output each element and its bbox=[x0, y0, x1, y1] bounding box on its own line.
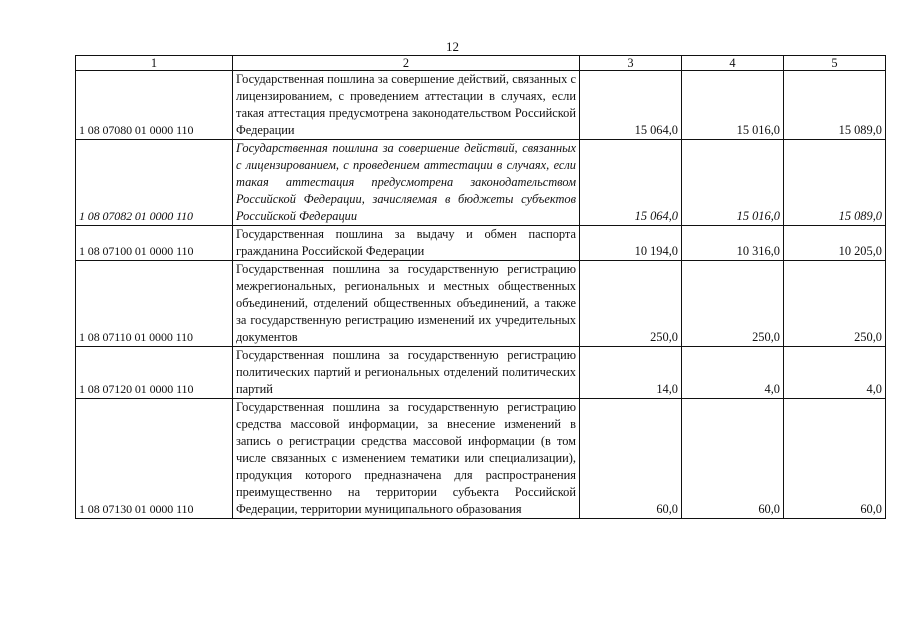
table-row bbox=[76, 399, 886, 519]
column-header-2: 2 bbox=[233, 56, 580, 71]
value-col3-cell: 60,0 bbox=[580, 399, 682, 519]
value-col3-cell: 10 194,0 bbox=[580, 226, 682, 261]
value-col3-cell: 15 064,0 bbox=[580, 140, 682, 226]
value-col3-cell: 15 064,0 bbox=[580, 71, 682, 140]
value-col4-cell: 4,0 bbox=[682, 347, 784, 399]
value-col4-cell: 60,0 bbox=[682, 399, 784, 519]
description-cell: Государственная пошлина за государственную регистрацию средства массовой информации, за внесение изменений в запись о регистрации средства массовой информации (в том числе связанных с изменением тематики или специализации), продукция которого предназначена для распространения преимущественно на территории субъекта Российской Федерации, территории муниципального образования bbox=[233, 399, 580, 519]
column-header-3: 3 bbox=[580, 56, 682, 71]
value-col5-cell: 15 089,0 bbox=[784, 71, 886, 140]
value-col5-cell: 250,0 bbox=[784, 261, 886, 347]
value-col5-cell: 60,0 bbox=[784, 399, 886, 519]
description-cell: Государственная пошлина за совершение действий, связанных с лицензированием, с проведением аттестации в случаях, если такая аттестация предусмотрена законодательством Российской Федерации, зачисляемая в бюджеты субъектов Российской Федерации bbox=[233, 140, 580, 226]
budget-code-cell: 1 08 07130 01 0000 110 bbox=[76, 399, 233, 519]
column-header-4: 4 bbox=[682, 56, 784, 71]
page-number: 12 bbox=[446, 39, 459, 54]
value-col5-cell: 4,0 bbox=[784, 347, 886, 399]
column-header-1: 1 bbox=[76, 56, 233, 71]
table-row bbox=[76, 140, 886, 226]
value-col4-cell: 15 016,0 bbox=[682, 71, 784, 140]
value-col3-cell: 250,0 bbox=[580, 261, 682, 347]
value-col5-cell: 10 205,0 bbox=[784, 226, 886, 261]
value-col3-cell: 14,0 bbox=[580, 347, 682, 399]
description-cell: Государственная пошлина за государственную регистрацию политических партий и региональных отделений политических партий bbox=[233, 347, 580, 399]
budget-code-cell: 1 08 07120 01 0000 110 bbox=[76, 347, 233, 399]
budget-code-cell: 1 08 07110 01 0000 110 bbox=[76, 261, 233, 347]
description-cell: Государственная пошлина за выдачу и обмен паспорта гражданина Российской Федерации bbox=[233, 226, 580, 261]
table-body bbox=[76, 71, 886, 519]
budget-code-cell: 1 08 07080 01 0000 110 bbox=[76, 71, 233, 140]
budget-table bbox=[75, 55, 886, 519]
table-header-row bbox=[76, 56, 886, 71]
description-cell: Государственная пошлина за совершение действий, связанных с лицензированием, с проведением аттестации в случаях, если такая аттестация предусмотрена законодательством Российской Федерации bbox=[233, 71, 580, 140]
value-col4-cell: 15 016,0 bbox=[682, 140, 784, 226]
description-cell: Государственная пошлина за государственную регистрацию межрегиональных, региональных и местных общественных объединений, отделений общественных объединений, а также за государственную регистрацию изменений их учредительных документов bbox=[233, 261, 580, 347]
table-row bbox=[76, 261, 886, 347]
column-header-5: 5 bbox=[784, 56, 886, 71]
value-col5-cell: 15 089,0 bbox=[784, 140, 886, 226]
table-row bbox=[76, 226, 886, 261]
budget-code-cell: 1 08 07082 01 0000 110 bbox=[76, 140, 233, 226]
value-col4-cell: 10 316,0 bbox=[682, 226, 784, 261]
table-row bbox=[76, 71, 886, 140]
budget-code-cell: 1 08 07100 01 0000 110 bbox=[76, 226, 233, 261]
table-row bbox=[76, 347, 886, 399]
value-col4-cell: 250,0 bbox=[682, 261, 784, 347]
